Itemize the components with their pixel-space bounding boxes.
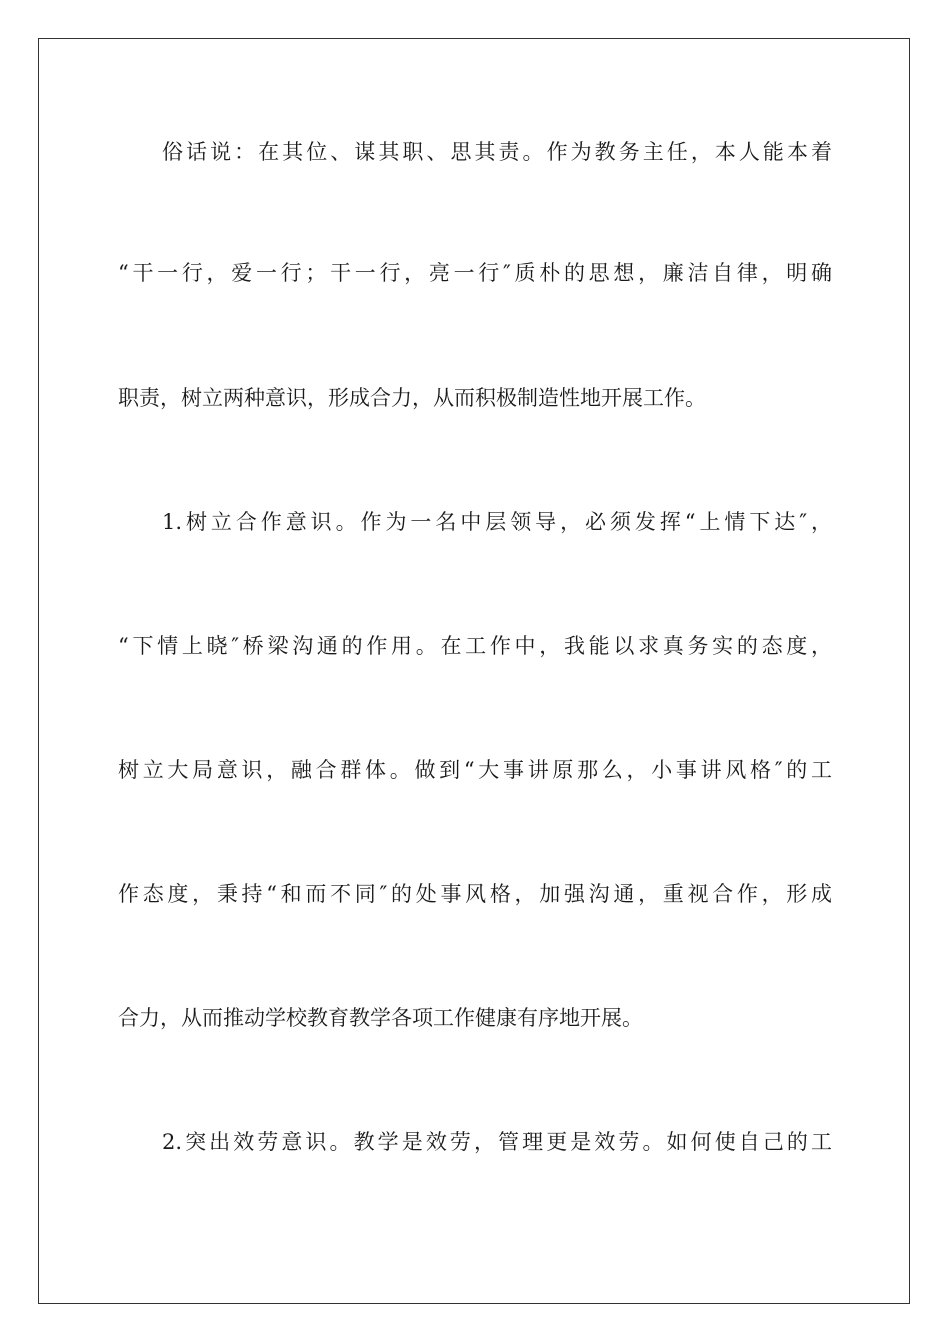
paragraph-2-line-4: 作态度，秉持“和而不同″的处事风格，加强沟通，重视合作，形成 [118, 882, 832, 906]
page-border [38, 38, 910, 1304]
paragraph-2-line-5: 合力，从而推动学校教育教学各项工作健康有序地开展。 [118, 1006, 643, 1030]
paragraph-2-line-3: 树立大局意识，融合群体。做到“大事讲原那么，小事讲风格″的工 [118, 758, 832, 782]
paragraph-2-line-1: 1.树立合作意识。作为一名中层领导，必须发挥“上情下达″， [162, 510, 832, 534]
paragraph-1-line-3: 职责，树立两种意识，形成合力，从而积极制造性地开展工作。 [118, 386, 706, 410]
paragraph-3-line-1: 2.突出效劳意识。教学是效劳，管理更是效劳。如何使自己的工 [162, 1130, 832, 1154]
paragraph-1-line-2: “干一行，爱一行；干一行，亮一行″质朴的思想，廉洁自律，明确 [118, 261, 832, 285]
paragraph-2-line-2: “下情上晓″桥梁沟通的作用。在工作中，我能以求真务实的态度， [118, 634, 832, 658]
paragraph-1-line-1: 俗话说：在其位、谋其职、思其责。作为教务主任，本人能本着 [162, 140, 832, 164]
